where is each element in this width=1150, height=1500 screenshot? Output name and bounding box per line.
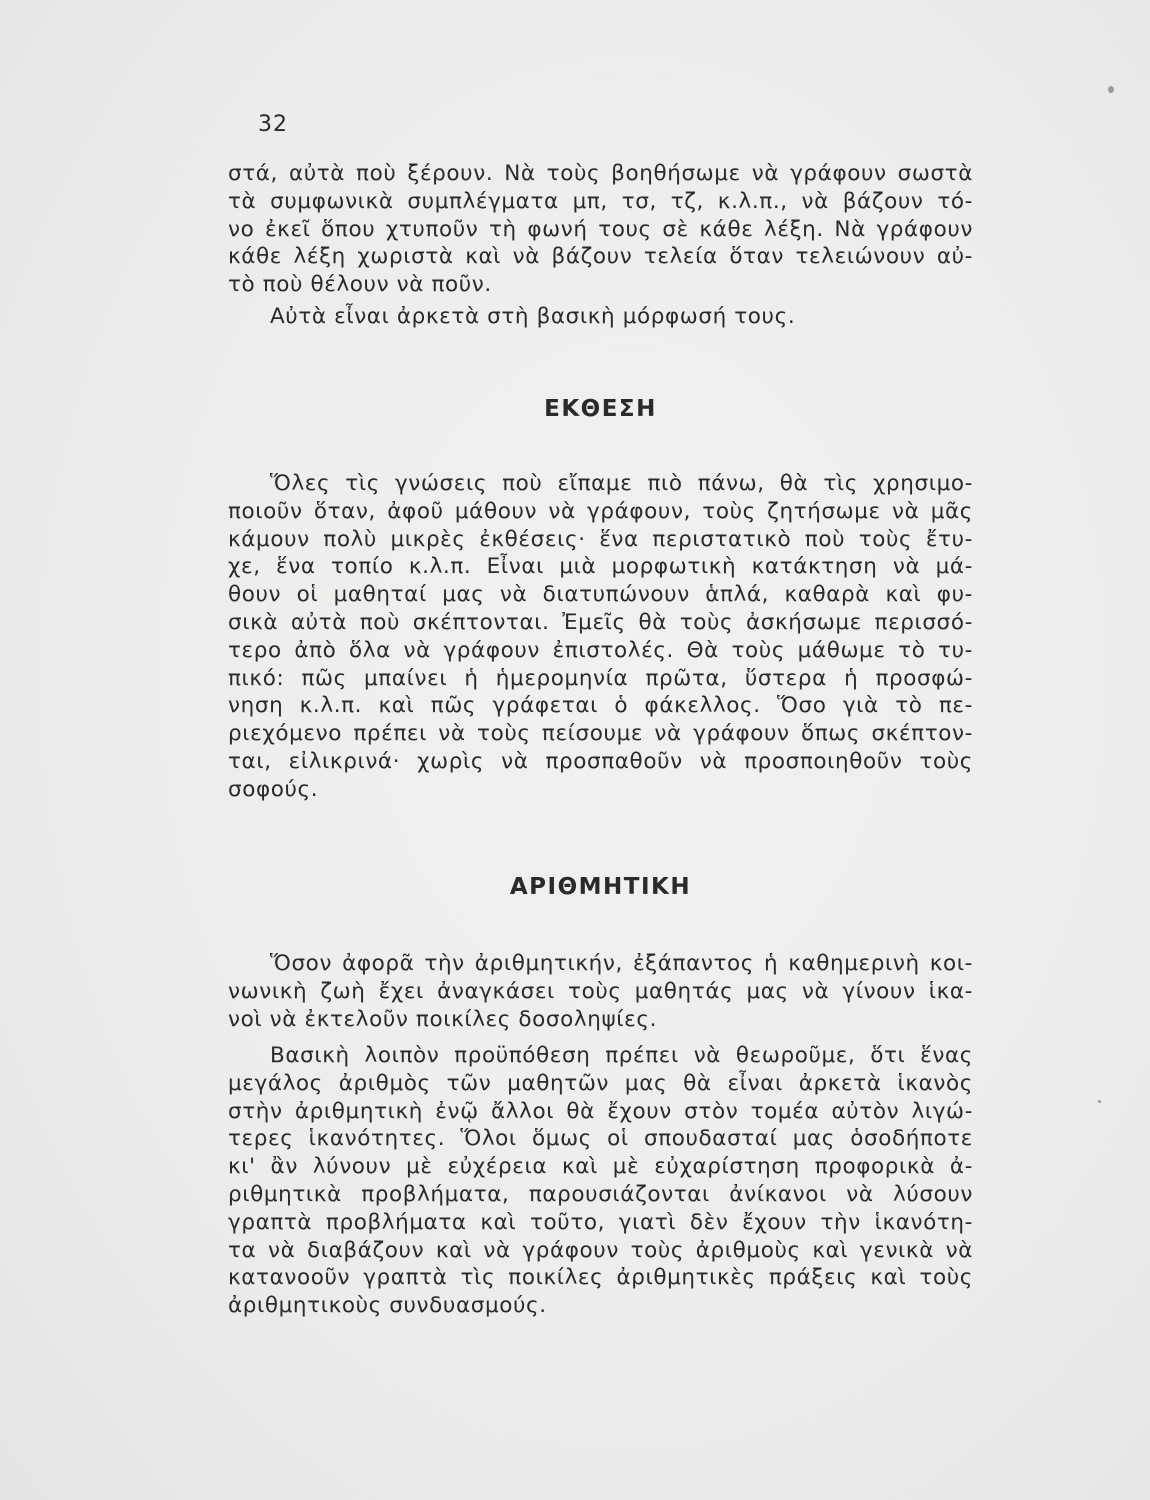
text-line: Αὐτὰ εἶναι ἀρκετὰ στὴ βασικὴ μόρφωσή τους.: [270, 303, 796, 329]
text-line: τερο ἀπὸ ὅλα νὰ γράφουν ἐπιστολές. Θὰ τοὺς μάθωμε τὸ τυ-: [228, 637, 973, 663]
page-number: 32: [258, 112, 288, 137]
text-line: σικὰ αὐτὰ ποὺ σκέπτονται. Ἐμεῖς θὰ τοὺς ἀσκήσωμε περισσό-: [228, 609, 973, 635]
text-line: κατανοοῦν γραπτὰ τὶς ποικίλες ἀριθμητικὲς πράξεις καὶ τοὺς: [228, 1265, 973, 1291]
text-line: Ὅλες τὶς γνώσεις ποὺ εἴπαμε πιὸ πάνω, θὰ τὶς χρησιμο-: [270, 471, 973, 496]
ekthesi-paragraph: [228, 470, 973, 804]
text-line: τὸ ποὺ θέλουν νὰ ποῦν.: [228, 272, 492, 298]
text-line: σοφούς.: [228, 776, 319, 802]
text-line: τὰ συμφωνικὰ συμπλέγματα μπ, τσ, τζ, κ.λ.π., νὰ βάζουν τό-: [228, 188, 973, 214]
text-line: ἀριθμητικοὺς συνδυασμούς.: [228, 1293, 547, 1319]
section-heading-ekthesi: ΕΚΘΕΣΗ: [544, 396, 657, 422]
text-line: ται, εἰλικρινά· χωρὶς νὰ προσπαθοῦν νὰ προσποιηθοῦν τοὺς: [228, 748, 973, 774]
text-line: νο ἐκεῖ ὅπου χτυποῦν τὴ φωνή τους σὲ κάθε λέξη. Νὰ γράφουν: [228, 216, 973, 242]
text-line: πικό: πῶς μπαίνει ἡ ἡμερομηνία πρῶτα, ὕστερα ἡ προσφώ-: [228, 665, 973, 691]
arithmitiki-paragraph-1: [228, 950, 973, 1033]
text-line: στὴν ἀριθμητικὴ ἐνῷ ἄλλοι θὰ ἔχουν στὸν τομέα αὐτὸν λιγώ-: [228, 1098, 973, 1124]
text-line: γραπτὰ προβλήματα καὶ τοῦτο, γιατὶ δὲν ἔχουν τὴν ἱκανότη-: [228, 1209, 973, 1235]
dust-speck: [1098, 1100, 1101, 1103]
text-line: ποιοῦν ὅταν, ἀφοῦ μάθουν νὰ γράφουν, τοὺς ζητήσωμε νὰ μᾶς: [228, 498, 973, 524]
text-line: τα νὰ διαβάζουν καὶ νὰ γράφουν τοὺς ἀριθμοὺς καὶ γενικὰ νὰ: [228, 1237, 973, 1263]
arithmitiki-paragraph-2: [228, 1042, 973, 1320]
text-line: θουν οἱ μαθηταί μας νὰ διατυπώνουν ἁπλά, καθαρὰ καὶ φυ-: [228, 582, 973, 608]
text-line: κάθε λέξη χωριστὰ καὶ νὰ βάζουν τελεία ὅταν τελειώνουν αὐ-: [228, 244, 973, 270]
text-line: μεγάλος ἀριθμὸς τῶν μαθητῶν μας θὰ εἶναι ἀρκετὰ ἱκανὸς: [228, 1070, 973, 1096]
text-line: ριεχόμενο πρέπει νὰ τοὺς πείσουμε νὰ γράφουν ὅπως σκέπτον-: [228, 721, 973, 747]
text-line: κι' ἂν λύνουν μὲ εὐχέρεια καὶ μὲ εὐχαρίστηση προφορικὰ ἀ-: [228, 1154, 973, 1180]
text-line: Βασικὴ λοιπὸν προϋπόθεση πρέπει νὰ θεωροῦμε, ὅτι ἕνας: [270, 1043, 973, 1068]
dust-speck: [1108, 86, 1114, 93]
text-line: νηση κ.λ.π. καὶ πῶς γράφεται ὁ φάκελλος. Ὅσο γιὰ τὸ πε-: [228, 693, 973, 719]
text-line: νοὶ νὰ ἐκτελοῦν ποικίλες δοσοληψίες.: [228, 1006, 657, 1032]
text-line: κάμουν πολὺ μικρὲς ἐκθέσεις· ἕνα περιστατικὸ ποὺ τοὺς ἔτυ-: [228, 526, 973, 552]
text-line: τερες ἱκανότητες. Ὅλοι ὅμως οἱ σπουδασταί μας ὁσοδήποτε: [228, 1126, 973, 1152]
section-heading-arithmitiki: ΑΡΙΘΜΗΤΙΚΗ: [509, 874, 692, 900]
text-line: νωνικὴ ζωὴ ἔχει ἀναγκάσει τοὺς μαθητάς μας νὰ γίνουν ἱκα-: [228, 978, 973, 1004]
text-line: Ὅσον ἀφορᾶ τὴν ἀριθμητικήν, ἐξάπαντος ἡ καθημερινὴ κοι-: [270, 951, 973, 976]
intro-paragraph: [228, 160, 973, 331]
text-line: χε, ἕνα τοπίο κ.λ.π. Εἶναι μιὰ μορφωτικὴ κατάκτηση νὰ μά-: [228, 554, 973, 580]
text-line: ριθμητικὰ προβλήματα, παρουσιάζονται ἀνίκανοι νὰ λύσουν: [228, 1181, 973, 1207]
text-line: στά, αὐτὰ ποὺ ξέρουν. Νὰ τοὺς βοηθήσωμε νὰ γράφουν σωστὰ: [228, 161, 973, 186]
